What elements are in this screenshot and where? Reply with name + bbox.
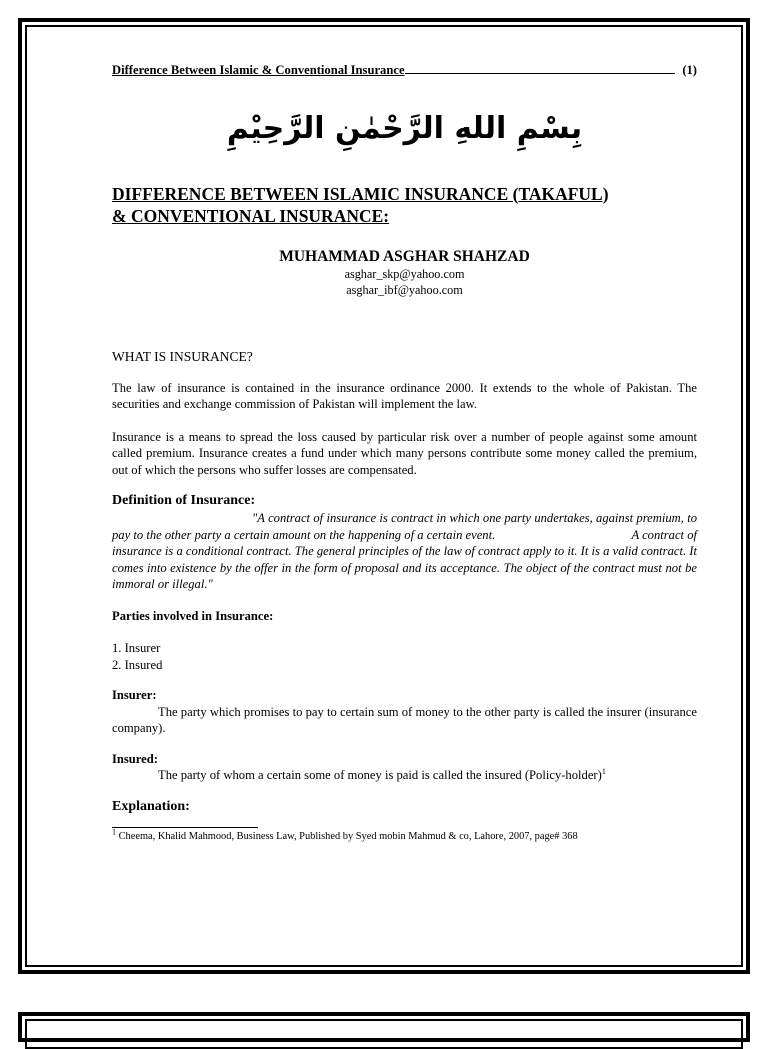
footnote-rule (112, 827, 258, 828)
document-page (112, 62, 697, 844)
insured-definition-text: The party of whom a certain some of money is paid is called the insured (Policy-holder) (158, 768, 602, 782)
insured-heading: Insured: (112, 751, 158, 766)
definition-heading: Definition of Insurance: (112, 493, 256, 508)
insurer-definition (112, 704, 697, 737)
bismillah-calligraphy: بِسْمِ اللهِ الرَّحْمٰنِ الرَّحِيْمِ (226, 110, 583, 146)
insurer-heading: Insurer: (112, 688, 157, 702)
author-email-1: asghar_skp@yahoo.com (344, 266, 465, 281)
running-head-rule (405, 62, 676, 74)
title-line-1: DIFFERENCE BETWEEN ISLAMIC INSURANCE (TAKAFUL) (112, 183, 609, 204)
footnote-text: Cheema, Khalid Mahmood, Business Law, Published by Syed mobin Mahmud & co, Lahore, 2007, page# 368 (118, 830, 578, 842)
author-email-2: asghar_ibf@yahoo.com (346, 282, 463, 297)
document-title (112, 183, 697, 227)
parties-list (112, 640, 697, 673)
definition-quote-part-1: "A contract of insurance is contract in which one party undertakes, against premium, to pay to the other party a certain amount on the happening of a certain event. (112, 511, 697, 542)
footnote (112, 827, 697, 844)
insurer-definition-text: The party which promises to pay to certain sum of money to the other party is called the insurer (insurance company). (112, 704, 697, 735)
explanation-heading: Explanation: (112, 798, 190, 814)
definition-quote (112, 510, 697, 593)
insured-definition (112, 767, 697, 784)
paragraph-insurance-means: Insurance is a means to spread the loss caused by particular risk over a number of people against some amount called premium. Insurance creates a fund under which many persons contribute some money called the premium, out of which the persons who suffer losses are compensated. (112, 429, 697, 477)
section-heading-what-is-insurance: WHAT IS INSURANCE? (112, 348, 253, 364)
author-name: MUHAMMAD ASGHAR SHAHZAD (279, 247, 530, 265)
list-item: 2. Insured (112, 657, 163, 672)
parties-heading: Parties involved in Insurance: (112, 608, 274, 623)
title-line-2: & CONVENTIONAL INSURANCE: (112, 205, 390, 226)
running-head (112, 62, 697, 79)
definition-quote-part-2: A contract of insurance is a conditional contract. The general principles of the law of contract apply to it. It is a valid contract. It comes into existence by the offer in the form of proposal and its acceptance. The object of the contract must not be immoral or illegal." (112, 527, 698, 591)
paragraph-law-of-insurance: The law of insurance is contained in the insurance ordinance 2000. It extends to the whole of Pakistan. The securities and exchange commission of Pakistan will implement the law. (112, 380, 697, 411)
running-head-title: Difference Between Islamic & Conventional Insurance (112, 63, 405, 77)
footnote-marker: 1 (112, 827, 116, 837)
footnote-reference[interactable]: 1 (601, 766, 606, 776)
page-number: (1) (682, 63, 697, 77)
list-item: 1. Insurer (112, 641, 161, 655)
